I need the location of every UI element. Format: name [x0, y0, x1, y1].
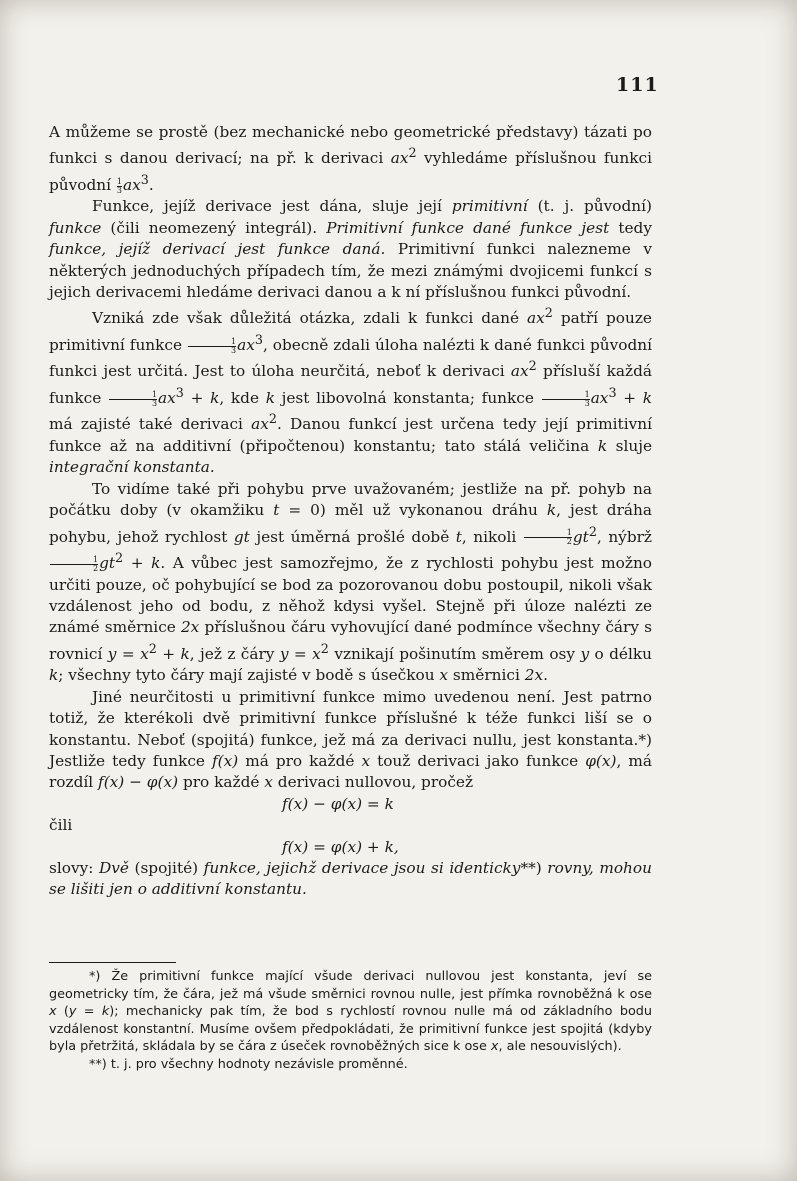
connective-text: čili — [49, 816, 73, 835]
fraction: $\frac{1}{2}$ — [50, 556, 98, 573]
page-number: 111 — [616, 74, 659, 96]
paragraph: To vidíme také při pohybu prve uvažovaném; jestliže na př. pohyb na počátku doby (v okamžiku t = 0) měl už vykonanou dráhu k, jest dráha pohybu, jehož rychlost gt jest úměrná prošlé době t, nikoli $\frac{1}{2}$ $gt^2$, nýbrž $\frac{1}{2}$ $gt^2 + k$. A vůbec jest samozřejmo, že z rychlosti pohybu jest možno určiti pouze, oč pohybující se bod za pozorovanou dobu postoupil, nikoli však vzdálenost jeho od bodu, z něhož kdysi vyšel. Stejně při úloze nalézti ze známé směrnice 2x příslušnou čáru vyhovující dané podmínce všechny čáry s rovnicí $y = x^2 + k$, jež z čáry $y = x^2$ vznikají pošinutím směrem osy y o délku k; všechny tyto čáry mají zajisté v bodě s úsečkou x směrnici 2x. — [49, 479, 653, 685]
main-text — [49, 122, 652, 901]
fraction: $\frac{1}{3}$ — [109, 391, 157, 408]
footnotes — [49, 968, 652, 1074]
paragraph: Vzniká zde však důležitá otázka, zdali k funkci dané $ax^2$ patří pouze primitivní funkce $\frac{1}{3}$ $ax^3$, obecně zdali úloha nalézti k dané funkci původní funkci jest určitá. Jest to úloha neurčitá, neboť k derivaci $ax^2$ přísluší každá funkce $\frac{1}{3}$ $ax^3 + k$, kde k jest libovolná konstanta; funkce $\frac{1}{3}$ $ax^3 + k$ má zajisté také derivaci $ax^2$. Danou funkcí jest určena tedy její primitivní funkce až na additivní (připočtenou) konstantu; tato stálá veličina k sluje integrační konstanta. — [49, 306, 653, 477]
fraction: $\frac{1}{3}$ — [188, 338, 236, 355]
footnote: *) Že primitivní funkce mající všude derivaci nullovou jest konstanta, jeví se geometricky tím, že čára, jež má všude směrnici rovnou nulle, jest přímka rovnoběžná k ose x (y = k); mechanicky pak tím, že bod s rychlostí rovnou nulle má od základního bodu vzdálenost konstantní. Musíme ovšem předpokládati, že primitivní funkce jest spojitá (kdyby byla přetržitá, skládala by se čára z úseček rovnoběžných sice k ose x, ale nesouvislých). — [49, 969, 653, 1055]
paragraph: Funkce, jejíž derivace jest dána, sluje její primitivní (t. j. původní) funkce (čili neomezený integrál). Primitivní funkce dané funkce jest tedy funkce, jejíž derivací jest funkce daná. Primitivní funkci nalezneme v některých jednoduchých případech tím, že mezi známými dvojicemi funkcí s jejich derivacemi hledáme derivaci danou a k ní příslušnou funkci původní. — [49, 197, 653, 302]
equation: f(x) = φ(x) + k, — [282, 837, 399, 856]
footnote-divider — [49, 962, 176, 963]
footnote: **) t. j. pro všechny hodnoty nezávisle proměnné. — [89, 1056, 408, 1072]
paragraph: slovy: Dvě (spojité) funkce, jejichž derivace jsou si identicky**) rovny, mohou se lišiti jen o additivní konstantu. — [49, 858, 652, 899]
fraction: $\frac{1}{3}$ — [116, 176, 122, 195]
paragraph: Jiné neurčitosti u primitivní funkce mimo uvedenou není. Jest patrno totiž, že kterékoli dvě primitivní funkce příslušné k téže funkci liší se o konstantu. Neboť (spojitá) funkce, jež má za derivaci nullu, jest konstanta.*) Jestliže tedy funkce f(x) má pro každé x touž derivaci jako funkce φ(x), má rozdíl f(x) − φ(x) pro každé x derivaci nullovou, pročež — [49, 687, 652, 792]
equation: f(x) − φ(x) = k — [282, 794, 394, 813]
paragraph: A můžeme se prostě (bez mechanické nebo geometrické představy) tázati po funkci s danou derivací; na př. k derivaci $ax^2$ vyhledáme příslušnou funkci původní $\frac{1}{3}$ $ax^3$. — [49, 123, 652, 195]
fraction: $\frac{1}{2}$ — [524, 529, 572, 546]
fraction: $\frac{1}{3}$ — [542, 391, 590, 408]
